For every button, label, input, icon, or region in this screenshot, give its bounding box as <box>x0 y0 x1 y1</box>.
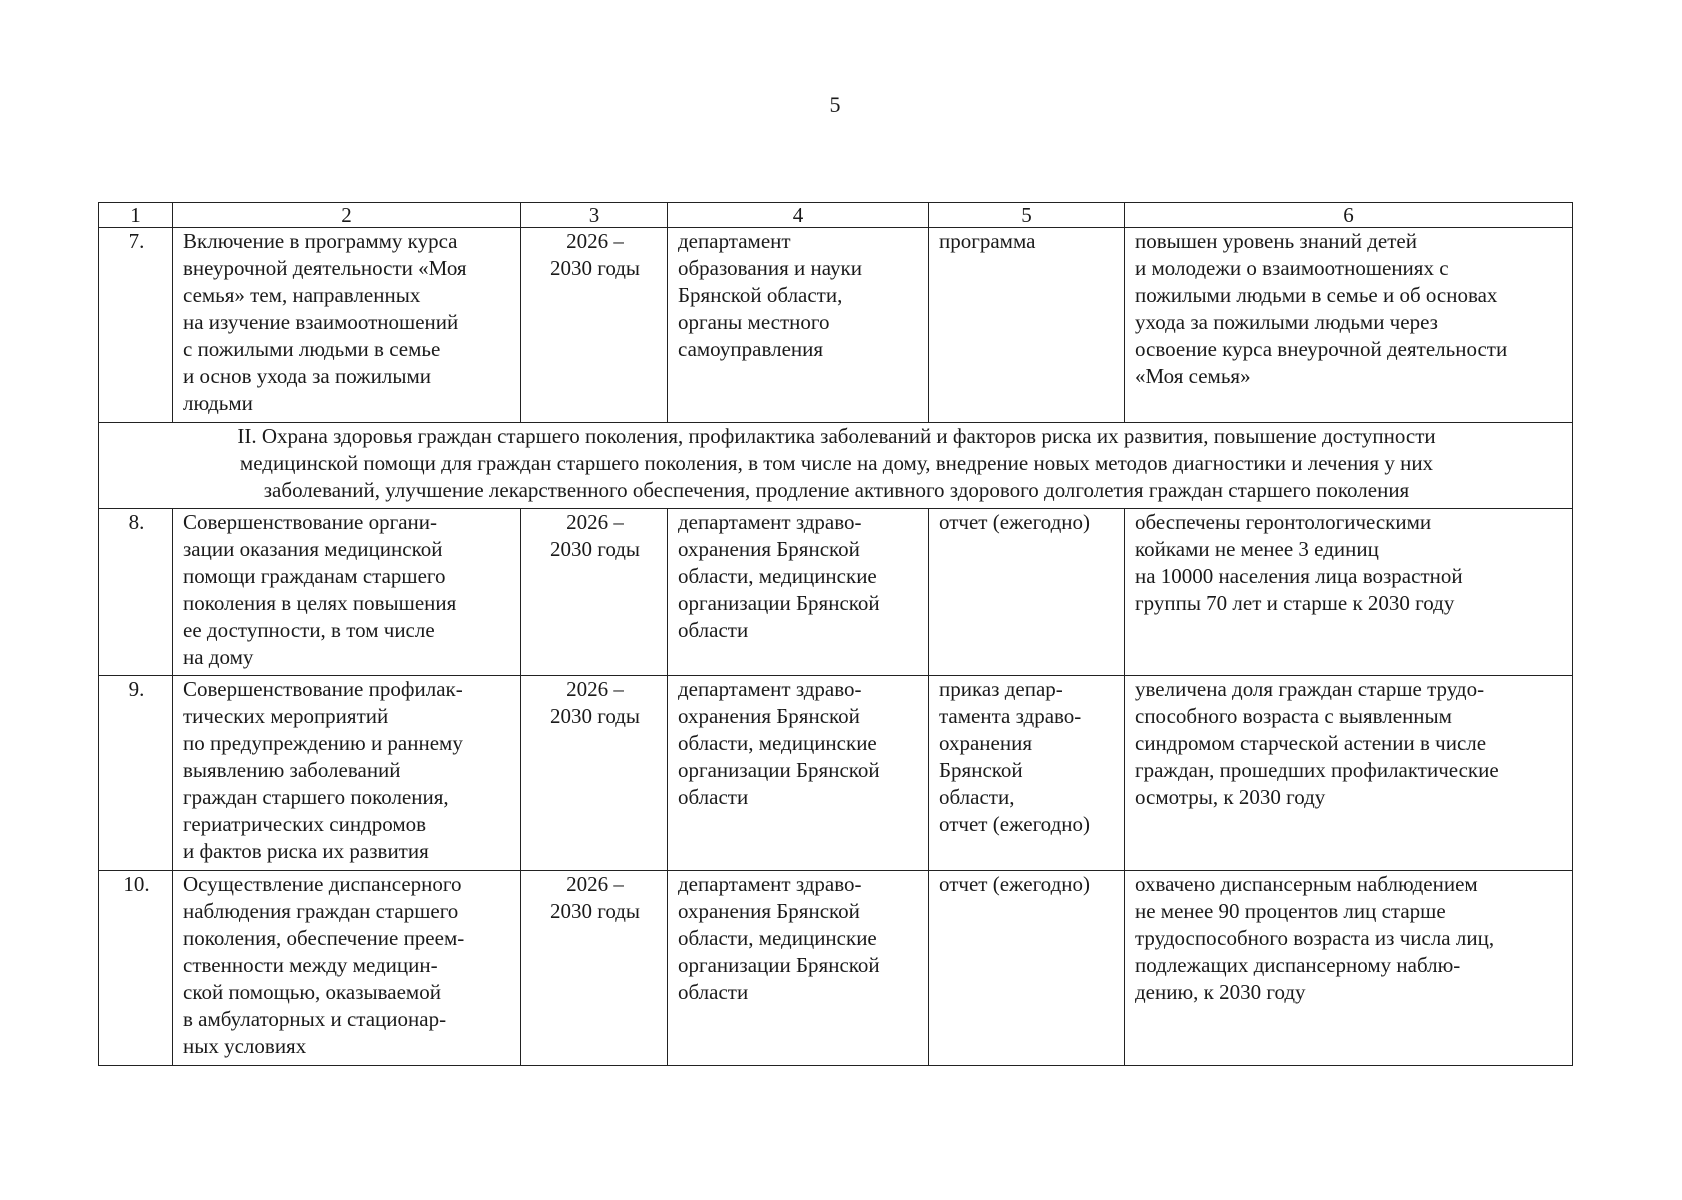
responsible-cell: департамент здраво- охранения Брянской области, медицинские организации Брянской области <box>668 676 929 871</box>
table-row <box>99 509 1573 676</box>
years-cell: 2026 – 2030 годы <box>521 509 668 676</box>
activity-cell: Совершенствование органи- зации оказания медицинской помощи гражданам старшего поколения в целях повышения ее доступности, в том числе на дому <box>173 509 521 676</box>
column-header-6: 6 <box>1125 203 1573 228</box>
document-cell: программа <box>929 228 1125 423</box>
column-header-5: 5 <box>929 203 1125 228</box>
document-cell: отчет (ежегодно) <box>929 509 1125 676</box>
column-number-row <box>99 203 1573 228</box>
section-heading: II. Охрана здоровья граждан старшего поколения, профилактика заболеваний и факторов риска их развития, повышение доступности медицинской помощи для граждан старшего поколения, в том числе на дому, внедрение новых методов диагностики и лечения у них заболеваний, улучшение лекарственного обеспечения, продление активного здорового долголетия граждан старшего поколения <box>99 423 1573 509</box>
result-cell: увеличена доля граждан старше трудо- способного возраста с выявленным синдромом старческой астении в числе граждан, прошедших профилактические осмотры, к 2030 году <box>1125 676 1573 871</box>
responsible-cell: департамент здраво- охранения Брянской области, медицинские организации Брянской области <box>668 871 929 1066</box>
years-cell: 2026 – 2030 годы <box>521 228 668 423</box>
document-cell: отчет (ежегодно) <box>929 871 1125 1066</box>
row-number: 10. <box>99 871 173 1066</box>
responsible-cell: департамент образования и науки Брянской области, органы местного самоуправления <box>668 228 929 423</box>
column-header-1: 1 <box>99 203 173 228</box>
column-header-2: 2 <box>173 203 521 228</box>
row-number: 9. <box>99 676 173 871</box>
table-row <box>99 676 1573 871</box>
table-row <box>99 228 1573 423</box>
document-cell: приказ депар- тамента здраво- охранения Брянской области, отчет (ежегодно) <box>929 676 1125 871</box>
result-cell: охвачено диспансерным наблюдением не менее 90 процентов лиц старше трудоспособного возраста из числа лиц, подлежащих диспансерному наблю- дению, к 2030 году <box>1125 871 1573 1066</box>
page-number: 5 <box>829 92 841 117</box>
table-row <box>99 871 1573 1066</box>
responsible-cell: департамент здраво- охранения Брянской области, медицинские организации Брянской области <box>668 509 929 676</box>
action-plan-table <box>98 202 1573 1066</box>
activity-cell: Включение в программу курса внеурочной деятельности «Моя семья» тем, направленных на изучение взаимоотношений с пожилыми людьми в семье и основ ухода за пожилыми людьми <box>173 228 521 423</box>
years-cell: 2026 – 2030 годы <box>521 676 668 871</box>
activity-cell: Совершенствование профилак- тических мероприятий по предупреждению и раннему выявлению заболеваний граждан старшего поколения, гериатрических синдромов и фактов риска их развития <box>173 676 521 871</box>
years-cell: 2026 – 2030 годы <box>521 871 668 1066</box>
result-cell: обеспечены геронтологическими койками не менее 3 единиц на 10000 населения лица возрастной группы 70 лет и старше к 2030 году <box>1125 509 1573 676</box>
row-number: 7. <box>99 228 173 423</box>
column-header-3: 3 <box>521 203 668 228</box>
activity-cell: Осуществление диспансерного наблюдения граждан старшего поколения, обеспечение преем- ственности между медицин- ской помощью, оказываемой в амбулаторных и стационар- ных условиях <box>173 871 521 1066</box>
column-header-4: 4 <box>668 203 929 228</box>
row-number: 8. <box>99 509 173 676</box>
result-cell: повышен уровень знаний детей и молодежи о взаимоотношениях с пожилыми людьми в семье и об основах ухода за пожилыми людьми через освоение курса внеурочной деятельности «Моя семья» <box>1125 228 1573 423</box>
section-heading-row <box>99 423 1573 509</box>
